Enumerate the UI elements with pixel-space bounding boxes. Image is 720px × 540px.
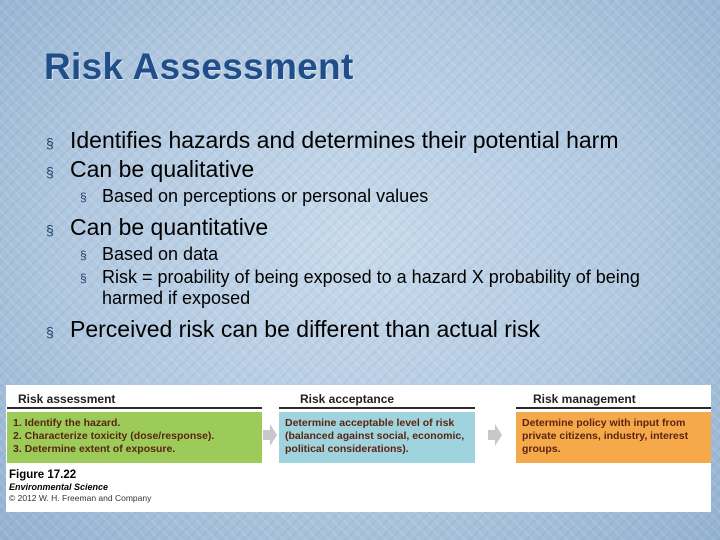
bullet-marker-icon: § <box>80 190 87 204</box>
bullet-text: Risk = proability of being exposed to a hazard X probability of being harmed if exposed <box>102 267 640 308</box>
risk-acceptance-box <box>279 412 475 463</box>
bullet-text: Can be quantitative <box>70 214 269 240</box>
figure-headings <box>6 385 711 411</box>
box-line: Determine acceptable level of risk <box>285 417 455 429</box>
bullet-text: Identifies hazards and determines their potential harm <box>70 127 619 153</box>
heading-risk-acceptance: Risk acceptance <box>300 392 395 406</box>
heading-rule <box>7 407 262 409</box>
bullet-marker-icon: § <box>46 135 54 151</box>
figure-number: Figure 17.22 <box>9 469 77 481</box>
figure-book: Environmental Science <box>9 482 109 492</box>
box-line: 2. Characterize toxicity (dose/response). <box>13 430 215 442</box>
heading-risk-management: Risk management <box>533 392 636 406</box>
box-line: 3. Determine extent of exposure. <box>13 443 176 455</box>
arrow-right-icon <box>263 423 277 447</box>
risk-assessment-box <box>7 412 262 463</box>
sub-bullet-item <box>44 267 704 309</box>
bullet-item <box>44 157 704 182</box>
bullet-item <box>44 317 704 342</box>
arrow-right-icon <box>488 423 502 447</box>
slide-title: Risk Assessment <box>44 46 354 87</box>
risk-management-box <box>516 412 711 463</box>
bullet-text: Based on perceptions or personal values <box>102 186 429 206</box>
heading-rule <box>516 407 711 409</box>
box-line: groups. <box>522 443 561 455</box>
bullet-text: Can be qualitative <box>70 156 255 182</box>
heading-risk-assessment: Risk assessment <box>18 392 116 406</box>
bullet-marker-icon: § <box>46 222 54 238</box>
bullet-text: Based on data <box>102 244 219 264</box>
box-line: (balanced against social, economic, <box>285 430 465 442</box>
figure-copyright: © 2012 W. H. Freeman and Company <box>9 493 152 503</box>
bullet-marker-icon: § <box>80 248 87 262</box>
bullet-list <box>44 128 704 346</box>
figure-caption <box>9 469 151 504</box>
sub-bullet-item <box>44 186 704 207</box>
box-line: private citizens, industry, interest <box>522 430 689 442</box>
bullet-marker-icon: § <box>80 271 87 285</box>
bullet-item <box>44 128 704 153</box>
box-line: political considerations). <box>285 443 409 455</box>
bullet-item <box>44 215 704 240</box>
risk-flow-figure <box>6 385 711 512</box>
bullet-marker-icon: § <box>46 324 54 340</box>
box-line: 1. Identify the hazard. <box>13 417 121 429</box>
box-line: Determine policy with input from <box>522 417 686 429</box>
heading-rule <box>279 407 475 409</box>
sub-bullet-item <box>44 244 704 265</box>
bullet-text: Perceived risk can be different than actual risk <box>70 316 541 342</box>
bullet-marker-icon: § <box>46 164 54 180</box>
